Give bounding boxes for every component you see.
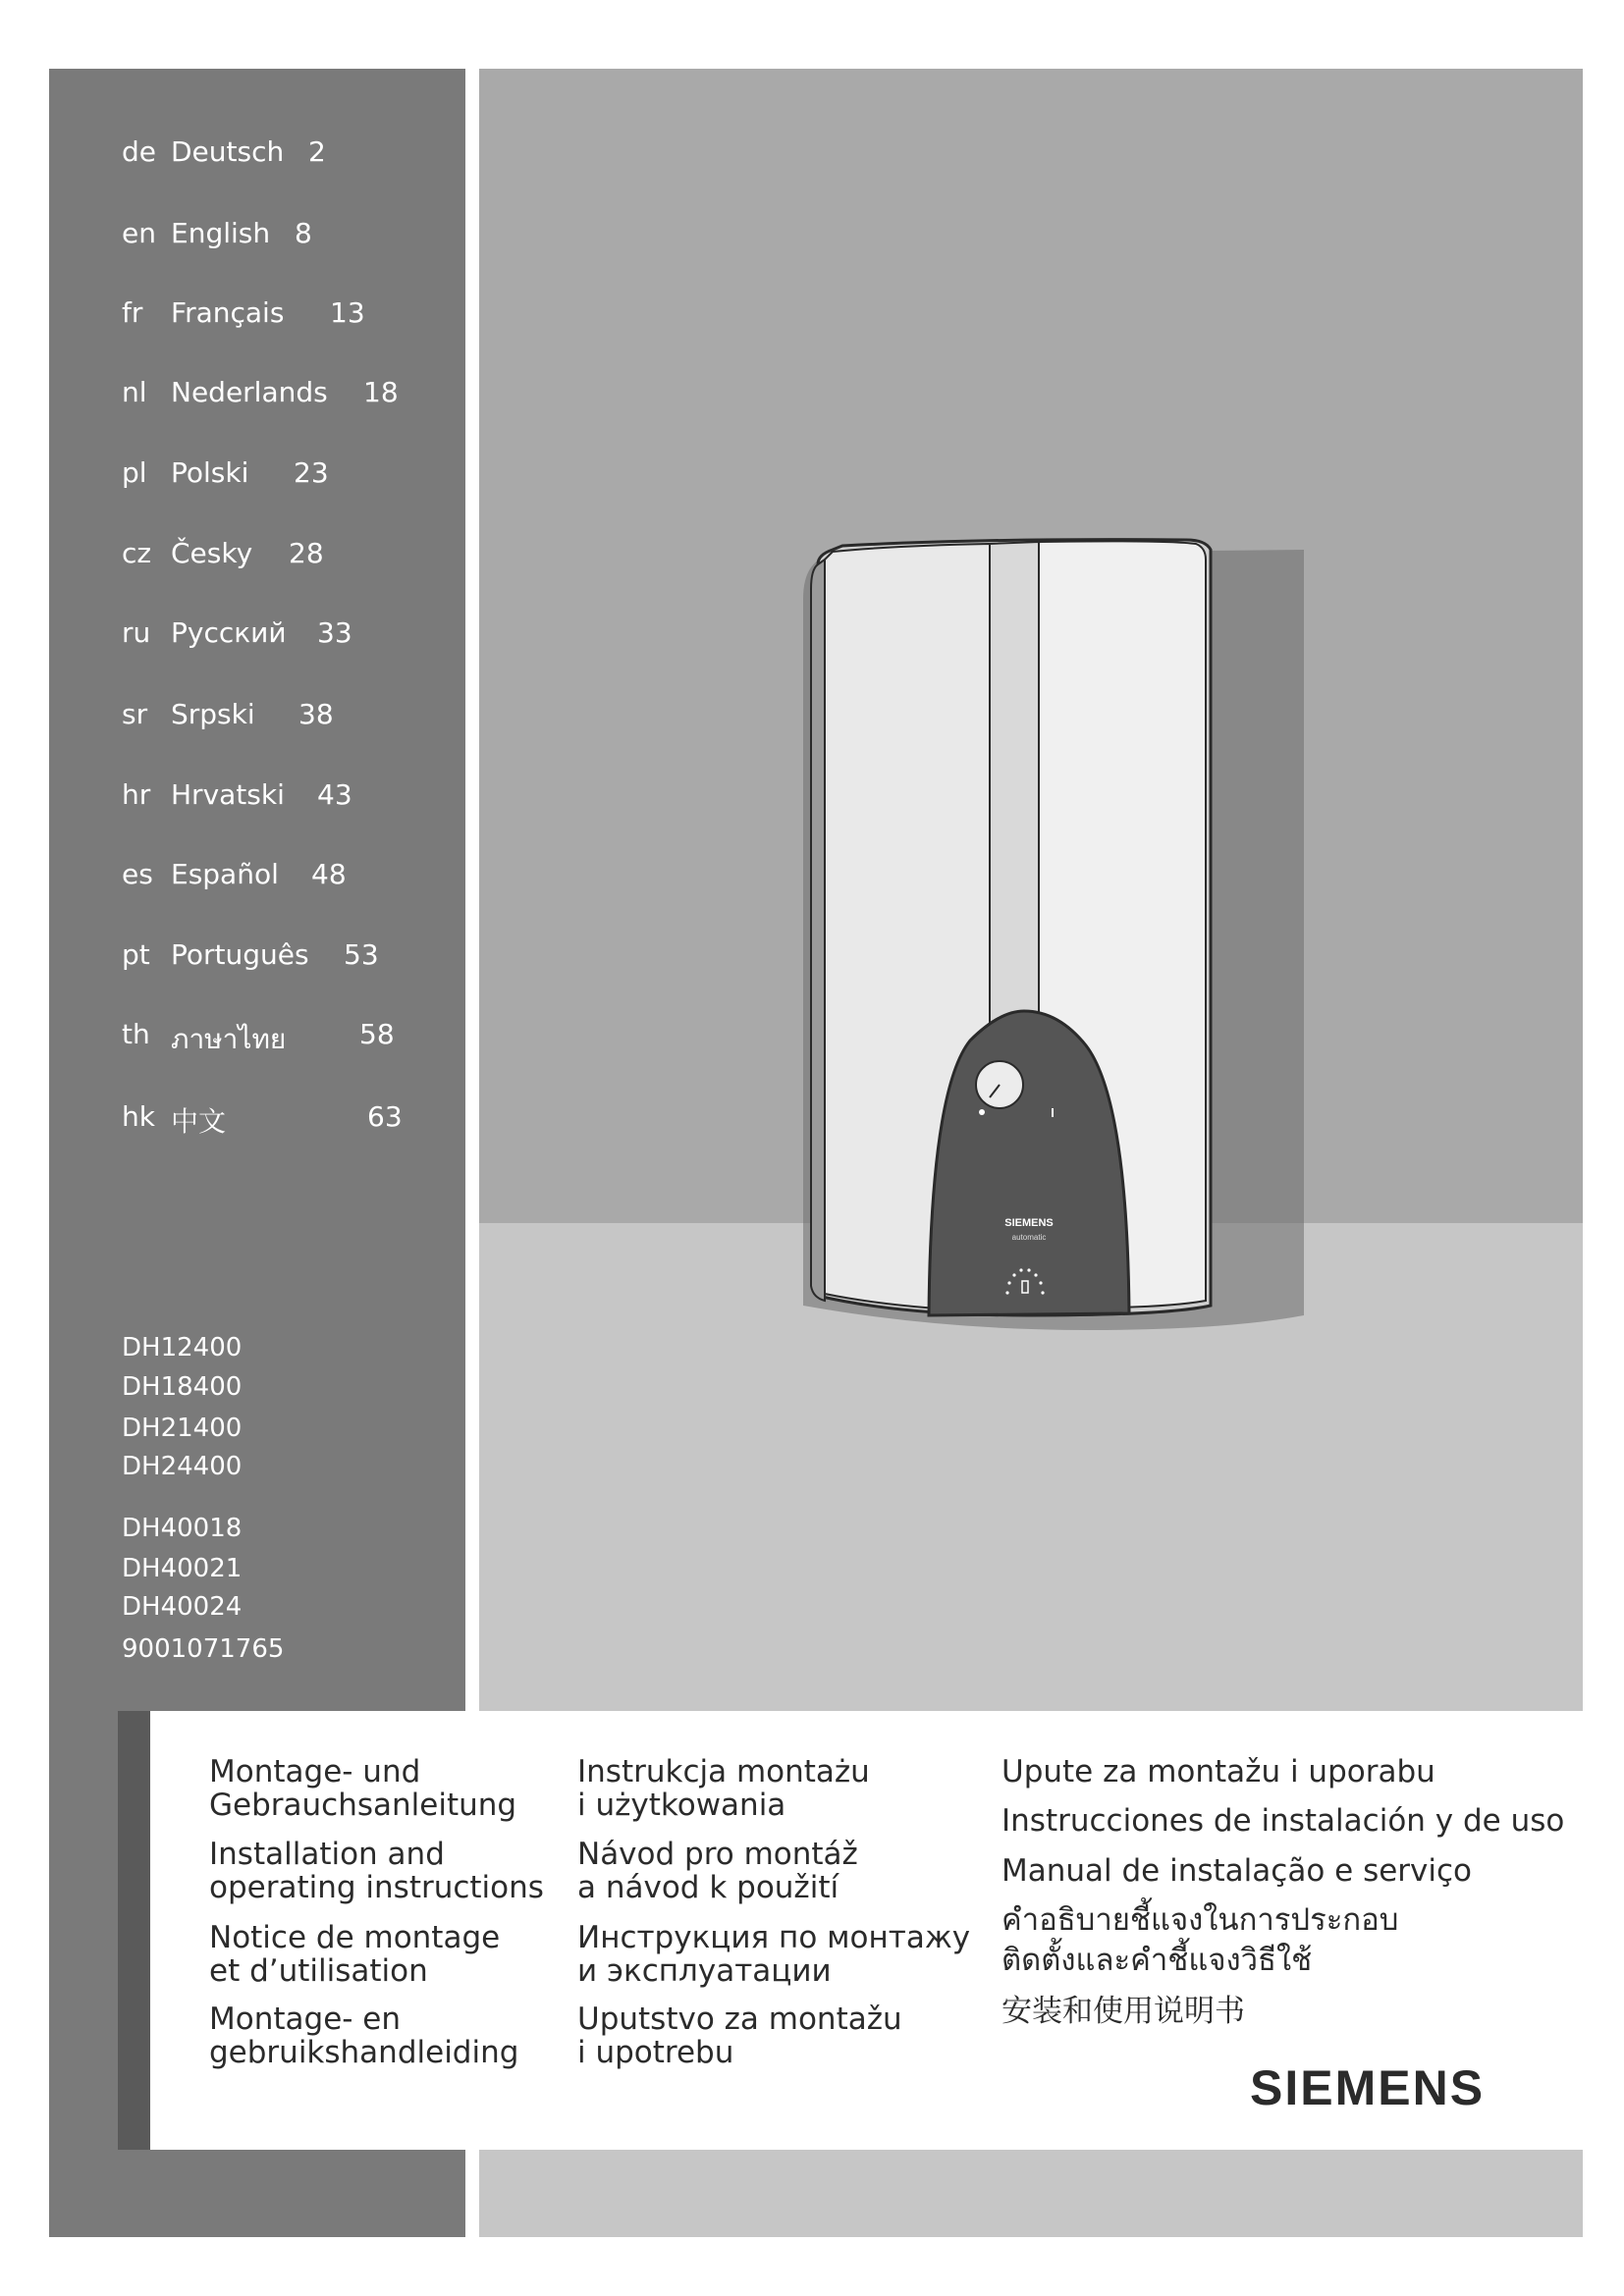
model-number: DH24400 xyxy=(122,1452,243,1481)
language-page-number: 43 xyxy=(317,778,352,811)
language-name: Česky xyxy=(171,537,253,569)
language-name: Srpski xyxy=(171,698,255,730)
water-heater-illustration xyxy=(479,69,1583,1711)
siemens-logo: SIEMENS xyxy=(1250,2060,1486,2115)
manual-title-line: gebruikshandleiding xyxy=(209,2035,519,2070)
language-page-number: 2 xyxy=(308,135,326,168)
bottom-strip xyxy=(479,2150,1583,2237)
language-name: English xyxy=(171,217,271,249)
language-page-number: 13 xyxy=(330,296,365,329)
language-page-number: 28 xyxy=(289,537,324,569)
manual-title-line: Montage- und xyxy=(209,1754,421,1789)
language-page-number: 18 xyxy=(363,376,399,408)
manual-title-line: и эксплуатации xyxy=(577,1953,832,1989)
language-name: Deutsch xyxy=(171,135,285,168)
manual-title-line: Instrucciones de instalación y de uso xyxy=(1001,1803,1565,1839)
model-number: DH21400 xyxy=(122,1414,243,1443)
language-code: nl xyxy=(122,376,147,408)
manual-title-line: Uputstvo za montažu xyxy=(577,2002,902,2037)
language-code: hr xyxy=(122,778,151,811)
device-sub-label: automatic xyxy=(1011,1233,1047,1242)
model-number: DH40021 xyxy=(122,1554,243,1583)
model-number: DH18400 xyxy=(122,1372,243,1402)
language-name: Português xyxy=(171,938,309,971)
language-name: Русский xyxy=(171,616,287,649)
manual-title-line: Návod pro montáž xyxy=(577,1837,858,1872)
language-name: Français xyxy=(171,296,285,329)
manual-title-line: Installation and xyxy=(209,1837,445,1872)
language-page-number: 48 xyxy=(311,858,347,890)
document-number: 9001071765 xyxy=(122,1634,285,1664)
manual-title-line: Gebrauchsanleitung xyxy=(209,1788,517,1823)
language-name: Nederlands xyxy=(171,376,328,408)
model-number: DH40018 xyxy=(122,1514,243,1543)
language-code: de xyxy=(122,135,156,168)
language-code: en xyxy=(122,217,156,249)
language-page-number: 53 xyxy=(344,938,379,971)
manual-title-line: et d’utilisation xyxy=(209,1953,428,1989)
language-name: Hrvatski xyxy=(171,778,285,811)
accent-bar xyxy=(118,1711,150,2150)
language-page-number: 8 xyxy=(295,217,312,249)
language-code: pl xyxy=(122,456,147,489)
accent-gap xyxy=(150,1711,167,2150)
manual-title-line: i użytkowania xyxy=(577,1788,786,1823)
language-code: hk xyxy=(122,1100,155,1133)
language-page-number: 38 xyxy=(298,698,334,730)
device-brand-label: SIEMENS xyxy=(1004,1217,1054,1229)
language-code: ru xyxy=(122,616,151,649)
language-code: sr xyxy=(122,698,148,730)
language-name: ภาษาไทย xyxy=(171,1023,287,1055)
manual-title-line: คำอธิบายชี้แจงในการประกอบ xyxy=(1001,1902,1399,1938)
manual-title-line: ติดตั้งและคำชี้แจงวิธีใช้ xyxy=(1001,1943,1313,1978)
language-page-number: 58 xyxy=(359,1018,395,1050)
manual-title-line: Manual de instalação e serviço xyxy=(1001,1853,1473,1889)
manual-title-line: Upute za montažu i uporabu xyxy=(1001,1754,1435,1789)
manual-title-line: Instrukcja montażu xyxy=(577,1754,870,1789)
language-name: Español xyxy=(171,858,279,890)
manual-title-line: operating instructions xyxy=(209,1870,544,1905)
manual-title-line: 安装和使用说明书 xyxy=(1001,1994,1245,2029)
language-page-number: 23 xyxy=(294,456,329,489)
language-name: 中文 xyxy=(171,1105,227,1138)
language-code: es xyxy=(122,858,153,890)
manual-title-line: i upotrebu xyxy=(577,2035,734,2070)
manual-title-line: a návod k použití xyxy=(577,1870,839,1905)
language-page-number: 33 xyxy=(317,616,352,649)
language-page-number: 63 xyxy=(367,1100,403,1133)
manual-title-line: Notice de montage xyxy=(209,1920,501,1955)
model-number: DH40024 xyxy=(122,1592,243,1622)
manual-title-line: Montage- en xyxy=(209,2002,402,2037)
language-code: pt xyxy=(122,938,150,971)
language-code: cz xyxy=(122,537,152,569)
language-code: fr xyxy=(122,296,143,329)
language-code: th xyxy=(122,1018,150,1050)
manual-title-line: Инструкция по монтажу xyxy=(577,1920,971,1955)
language-name: Polski xyxy=(171,456,249,489)
model-number: DH12400 xyxy=(122,1333,243,1362)
